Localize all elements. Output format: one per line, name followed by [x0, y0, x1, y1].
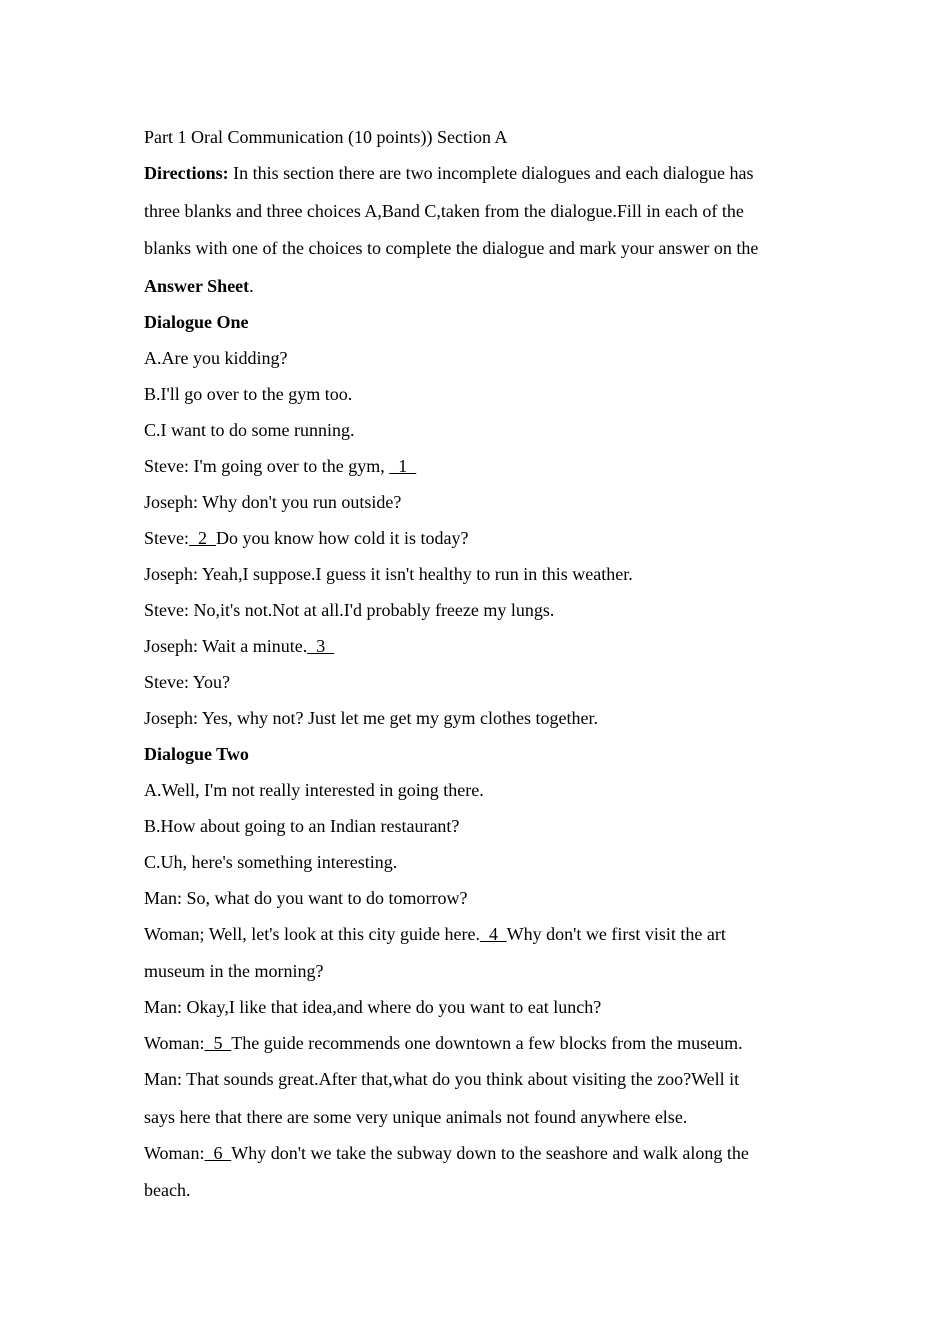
dialogue-two-woman-3 [144, 1140, 814, 1214]
dialogue-one-line-4: Joseph: Yeah,I suppose.I guess it isn't healthy to run in this weather. [144, 563, 633, 584]
dialogue-two-line-2 [144, 921, 814, 959]
dialogue-two-line-5-cont: says here that there are some very unique animals not found anywhere else. [144, 1106, 688, 1127]
dialogue-one-line-7: Steve: You? [144, 671, 231, 692]
dialogue-two-line-1: Man: So, what do you want to do tomorrow? [144, 887, 468, 908]
dialogue-one-line-3 [144, 525, 814, 561]
dialogue-one-title: Dialogue One [144, 311, 249, 332]
answer-sheet-label: Answer Sheet [144, 275, 250, 296]
dialogue-one-choice-a: A.Are you kidding? [144, 347, 288, 368]
dialogue-two-woman-1 [144, 921, 814, 995]
directions-line-1 [144, 160, 814, 198]
woman-line-1-pre: Woman; Well, let's look at this city guide here. [144, 923, 480, 944]
directions-line-4 [144, 273, 814, 309]
dialogue-one-line-6 [144, 633, 814, 669]
directions-line-2: three blanks and three choices A,Band C,taken from the dialogue.Fill in each of the [144, 200, 744, 221]
directions-end: . [249, 275, 254, 296]
dialogue-two-title: Dialogue Two [144, 743, 249, 764]
dialogue-two-line-2-cont: museum in the morning? [144, 961, 324, 981]
directions-label: Directions: [144, 163, 229, 183]
dialogue-two-line-6-cont: beach. [144, 1180, 191, 1200]
dialogue-two-choice-b: B.How about going to an Indian restaurant? [144, 815, 460, 836]
dialogue-two-choice-a: A.Well, I'm not really interested in going there. [144, 779, 484, 800]
document-page [144, 124, 814, 1213]
blank-5: 5 [204, 1033, 232, 1053]
woman-line-2-text: The guide recommends one downtown a few blocks from the museum. [231, 1033, 743, 1053]
dialogue-one-line-1 [144, 453, 814, 489]
dialogue-one-line-8: Joseph: Yes, why not? Just let me get my gym clothes together. [144, 707, 598, 728]
woman-line-2-speaker: Woman: [144, 1033, 205, 1053]
joseph-line-3: Joseph: Wait a minute. [144, 635, 308, 656]
dialogue-two-choice-c: C.Uh, here's something interesting. [144, 851, 398, 872]
blank-6: 6 [204, 1142, 232, 1163]
dialogue-two-man-3 [144, 1066, 814, 1140]
dialogue-one-line-5: Steve: No,it's not.Not at all.I'd probably freeze my lungs. [144, 599, 555, 620]
dialogue-one-line-2: Joseph: Why don't you run outside? [144, 491, 402, 512]
steve-line-1: Steve: I'm going over to the gym, [144, 455, 390, 476]
blank-3: 3 [307, 635, 335, 656]
dialogue-one-choice-c: C.I want to do some running. [144, 419, 355, 440]
dialogue-two-line-3: Man: Okay,I like that idea,and where do you want to eat lunch? [144, 997, 602, 1017]
woman-line-1-post: Why don't we first visit the art [506, 923, 726, 944]
woman-line-3-speaker: Woman: [144, 1142, 205, 1163]
woman-line-3-text: Why don't we take the subway down to the seashore and walk along the [231, 1142, 749, 1163]
dialogue-two-line-6 [144, 1140, 814, 1178]
dialogue-two-line-5: Man: That sounds great.After that,what do you think about visiting the zoo?Well it [144, 1069, 740, 1089]
part-heading: Part 1 Oral Communication (10 points)) Section A [144, 127, 508, 147]
dialogue-two-line-4 [144, 1030, 814, 1066]
blank-4: 4 [479, 923, 507, 944]
blank-2: 2 [189, 527, 216, 548]
dialogue-one-choice-b: B.I'll go over to the gym too. [144, 383, 353, 404]
directions-paragraph [144, 160, 814, 309]
steve-line-2-speaker: Steve: [144, 527, 189, 548]
steve-line-2-text: Do you know how cold it is today? [216, 527, 469, 548]
directions-text-1: In this section there are two incomplete dialogues and each dialogue has [228, 163, 754, 183]
directions-line-3: blanks with one of the choices to complete the dialogue and mark your answer on the [144, 238, 759, 258]
blank-1: 1 [389, 455, 417, 476]
